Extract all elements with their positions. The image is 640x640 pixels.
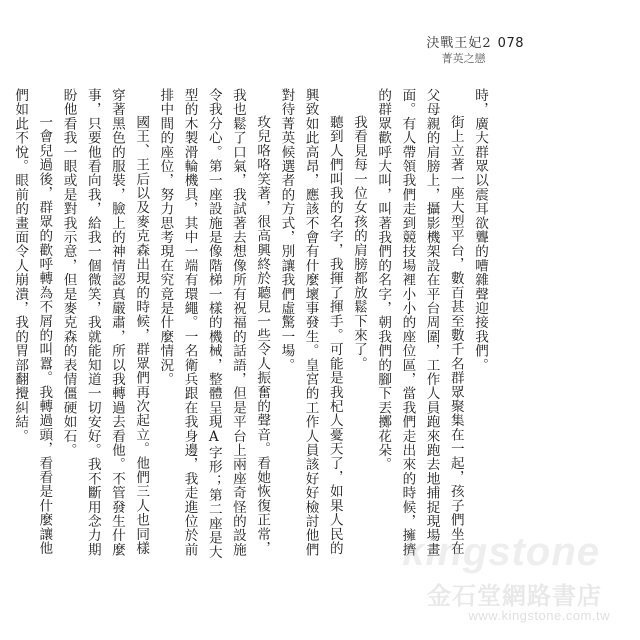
book-title: 決戰王妃2 (426, 36, 492, 51)
paragraph: 一會兒過後，群眾的歡呼轉為不屑的叫囂。我轉過頭，看看是什麼讓他們如此不悅。眼前的畫面令人崩潰，我的胃部翻攪糾結。 (12, 88, 53, 556)
paragraph: 街上立著一座大型平台，數百甚至數千名群眾聚集在一起，孩子們坐在父母親的肩膀上，攝影機架設在平台周圍，工作人員跑來跑去地捕捉現場畫面。有人帶領我們走到競技場裡小小的座位區，當我們走出來的時候，擁擠的群眾歡呼大叫，叫著我們的名字，朝我們的腳下丟擲花朵。 (375, 88, 464, 557)
body-text (8, 88, 492, 568)
paragraph: 玫兒咯咯笑著，很高興終於聽見一些令人振奮的聲音。看她恢復正常，我也鬆了口氣，我試著去想像所有祝福的話語，但是平台上兩座奇怪的設施令我分心。第一座設施是像階梯一樣的機械，整體呈現A字形；第二座是大型的木製滑輪機具，其中一端有環繩。一名衛兵跟在我身邊，我走進位於前排中間的座位，努力思考現在究竟是什麼情況。 (157, 88, 271, 559)
chapter-title: 菁英之戀 (441, 52, 486, 65)
page-number: 078 (497, 36, 524, 51)
page-header (426, 36, 524, 66)
paragraph: 國王、王后以及麥克森出現的時候，群眾們再次起立。他們三人也同樣穿著黑色的服裝，臉上的神情認真嚴肅，所以我轉過去看他。不管發生什麼事，只要他看向我，給我一個微笑，我就能知道一切安好。我不斷用念力期盼他看我一眼或是對我示意，但是麥克森的表情僵硬如石。 (60, 88, 150, 557)
paragraph: 我看見每一位女孩的肩膀都放鬆下來了。 (350, 115, 367, 371)
paragraph: 聽到人們叫我的名字，我揮了揮手。可能是我杞人憂天了，如果人民的興致如此高昂，應該不會有什麼壞事發生。皇宮的工作人員該好好檢討他們對待菁英候選者的方式，別讓我們虛驚一場。 (278, 88, 343, 557)
watermark-logo: kingstone (402, 530, 600, 574)
watermark-store-name: 金石堂網路書店 (427, 582, 602, 610)
watermark-url: www.kingstone.com.tw (468, 608, 610, 623)
header-titles (426, 36, 491, 66)
paragraph: 時，廣大群眾以震耳欲聾的嘈雜聲迎接我們。 (472, 88, 488, 372)
